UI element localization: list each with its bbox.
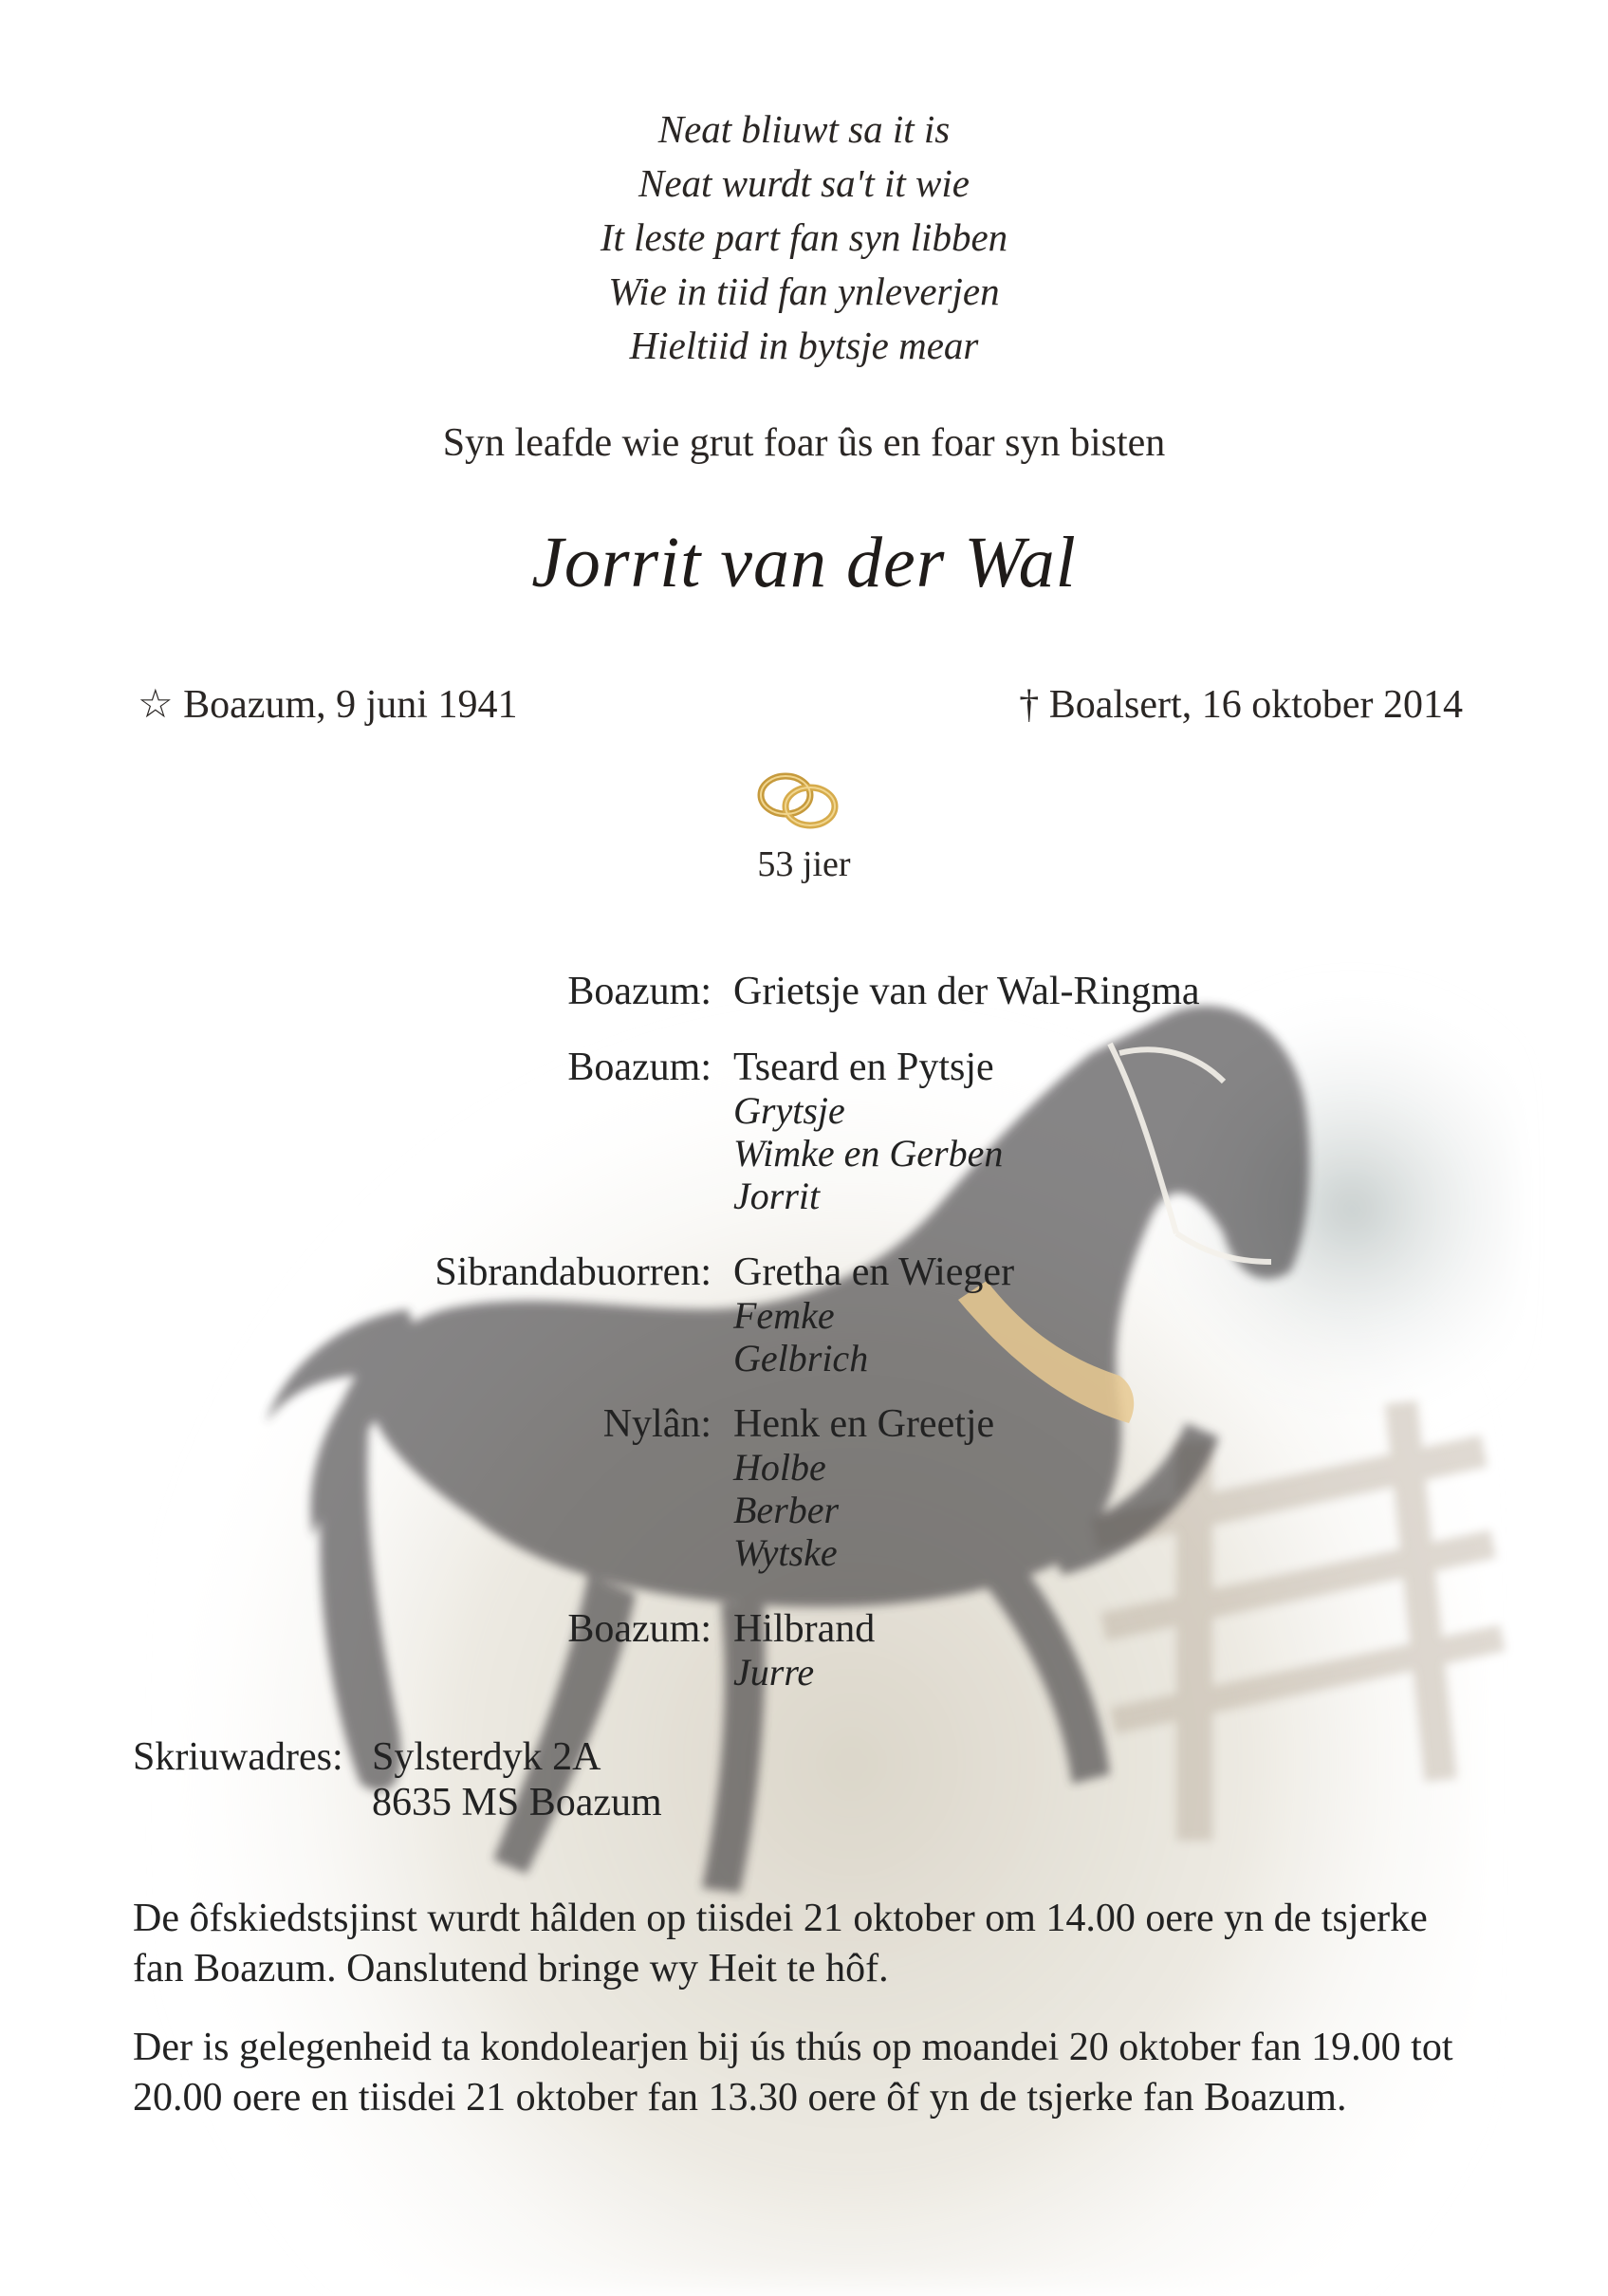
family-place: Sibrandabuorren: [434, 1250, 712, 1294]
poem-line: It leste part fan syn libben [600, 215, 1008, 259]
family-main-names: Hilbrand [733, 1607, 876, 1651]
family-names [733, 970, 1200, 1013]
family-main-names: Tseard en Pytsje [733, 1046, 994, 1089]
intro-text: Syn leafde wie grut foar ûs en foar syn bisten [442, 421, 1166, 465]
family-place: Boazum: [567, 1046, 712, 1089]
address-lines [372, 1734, 662, 1825]
birth-line: ☆ Boazum, 9 juni 1941 [138, 683, 518, 727]
family-names [733, 1607, 875, 1694]
grandchild-name: Wimke en Gerben [733, 1132, 1004, 1175]
family-names [733, 1402, 994, 1574]
address-label: Skriuwadres: [133, 1735, 343, 1779]
poem [0, 102, 1608, 373]
grandchild-name: Grytsje [733, 1089, 845, 1132]
family-names [733, 1250, 1014, 1379]
poem-line: Wie in tiid fan ynleverjen [608, 269, 1000, 313]
grandchild-name: Jorrit [733, 1175, 821, 1217]
family-place: Boazum: [567, 1607, 712, 1651]
grandchild-name: Gelbrich [733, 1337, 869, 1379]
wedding-rings-icon [744, 767, 850, 835]
grandchild-name: Berber [733, 1489, 840, 1531]
poem-line: Neat wurdt sa't it wie [638, 161, 970, 205]
condolence-paragraph: Der is gelegenheid ta kondolearjen bij ús thús op moandei 20 oktober fan 19.00 tot 20.00 oere en tiisdei 21 oktober fan 13.30 oere ôf yn de tsjerke fan Boazum. [133, 2026, 1453, 2120]
grandchild-name: Jurre [733, 1651, 815, 1694]
poem-line: Hieltiid in bytsje mear [629, 324, 979, 367]
grandchild-name: Holbe [733, 1446, 826, 1489]
family-names [733, 1046, 1003, 1217]
family-place: Boazum: [567, 970, 712, 1013]
address-line: 8635 MS Boazum [372, 1781, 662, 1824]
poem-line: Neat bliuwt sa it is [657, 107, 951, 151]
family-main-names: Grietsje van der Wal-Ringma [733, 970, 1200, 1013]
family-main-names: Henk en Greetje [733, 1402, 995, 1446]
funeral-service-paragraph: De ôfskiedstsjinst wurdt hâlden op tiisdei 21 oktober om 14.00 oere yn de tsjerke fan Boazum. Oanslutend bringe wy Heit te hôf. [133, 1897, 1428, 1990]
deceased-name: Jorrit van der Wal [531, 523, 1077, 602]
family-main-names: Gretha en Wieger [733, 1250, 1015, 1294]
grandchild-name: Femke [733, 1294, 835, 1337]
family-place: Nylân: [602, 1402, 712, 1446]
death-line: † Boalsert, 16 oktober 2014 [1019, 683, 1463, 727]
marriage-years: 53 jier [757, 844, 851, 884]
address-line: Sylsterdyk 2A [372, 1735, 601, 1779]
grandchild-name: Wytske [733, 1531, 838, 1574]
